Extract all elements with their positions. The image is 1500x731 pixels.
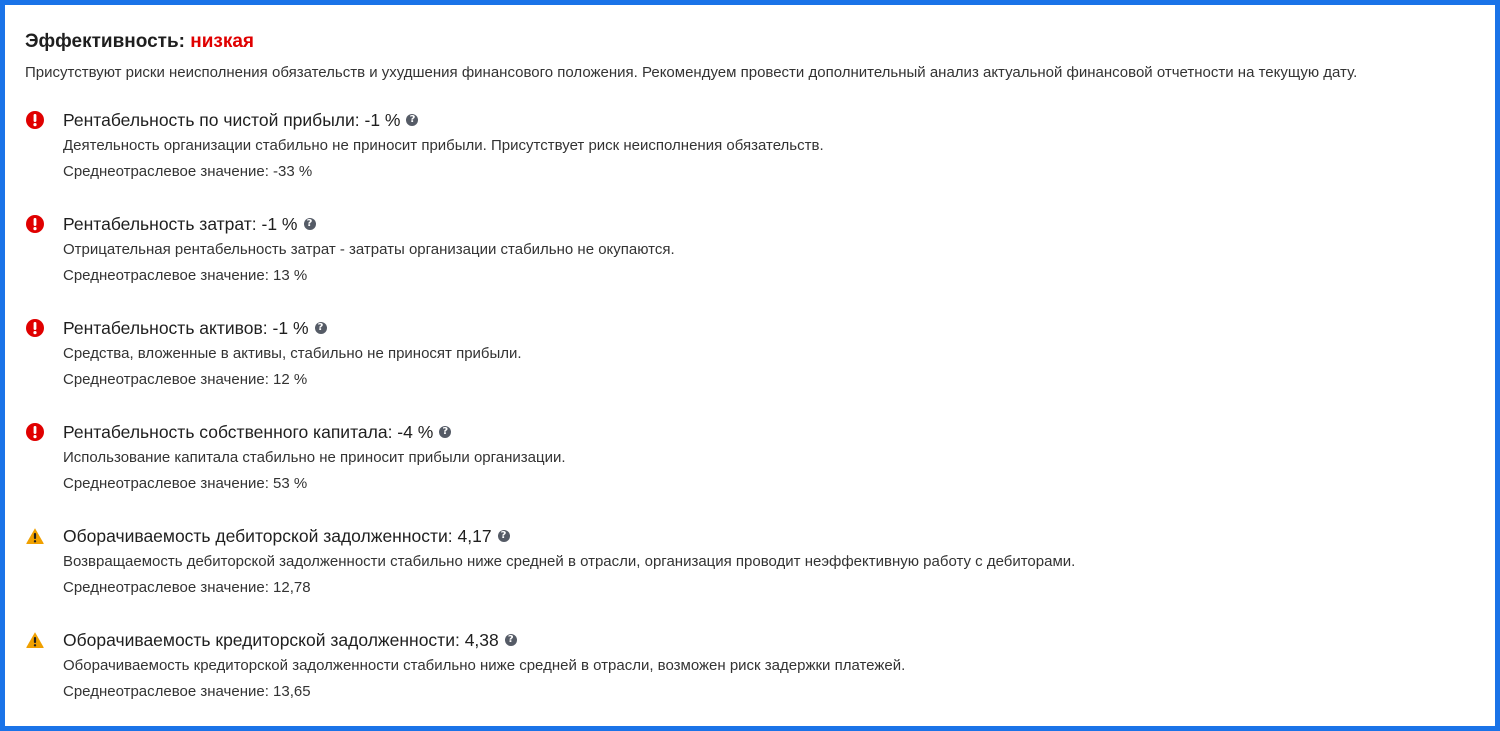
exclamation-circle-icon	[25, 422, 45, 442]
indicator-title: Рентабельность затрат: -1 %	[63, 214, 298, 234]
industry-average: Среднеотраслевое значение: -33 %	[63, 163, 313, 180]
efficiency-heading	[25, 27, 1477, 57]
warning-triangle-icon	[25, 526, 45, 546]
help-icon[interactable]: ?	[304, 218, 316, 230]
efficiency-label: Эффективность:	[25, 31, 191, 52]
industry-average: Среднеотраслевое значение: 13,65	[63, 683, 311, 700]
indicator-title: Рентабельность активов: -1 %	[63, 318, 309, 338]
indicator-description: Оборачиваемость кредиторской задолженности стабильно ниже средней в отрасли, возможен риск задержки платежей.	[63, 657, 906, 674]
exclamation-circle-icon	[25, 318, 45, 338]
efficiency-description: Присутствуют риски неисполнения обязательств и ухудшения финансового положения. Рекомендуем провести дополнительный анализ актуальной финансовой отчетности на текущую дату.	[25, 64, 1358, 81]
industry-average: Среднеотраслевое значение: 12 %	[63, 371, 308, 388]
indicator-description: Отрицательная рентабельность затрат - затраты организации стабильно не окупаются.	[63, 241, 675, 258]
indicator-item	[25, 107, 1477, 211]
industry-average: Среднеотраслевое значение: 13 %	[63, 267, 308, 284]
indicator-item	[25, 627, 1477, 731]
indicator-title: Рентабельность по чистой прибыли: -1 %	[63, 110, 401, 130]
indicator-title: Оборачиваемость кредиторской задолженности: 4,38	[63, 630, 499, 650]
indicator-title: Оборачиваемость дебиторской задолженности: 4,17	[63, 526, 492, 546]
efficiency-section	[25, 27, 1477, 731]
indicator-description: Деятельность организации стабильно не приносит прибыли. Присутствует риск неисполнения обязательств.	[63, 137, 824, 154]
indicator-item	[25, 419, 1477, 523]
efficiency-value: низкая	[190, 31, 255, 52]
indicator-list	[25, 107, 1477, 731]
help-icon[interactable]: ?	[498, 530, 510, 542]
industry-average: Среднеотраслевое значение: 12,78	[63, 579, 311, 596]
help-icon[interactable]: ?	[505, 634, 517, 646]
indicator-description: Средства, вложенные в активы, стабильно не приносят прибыли.	[63, 345, 522, 362]
indicator-description: Использование капитала стабильно не приносит прибыли организации.	[63, 449, 566, 466]
exclamation-circle-icon	[25, 214, 45, 234]
indicator-description: Возвращаемость дебиторской задолженности стабильно ниже средней в отрасли, организация проводит неэффективную работу с дебиторами.	[63, 553, 1076, 570]
help-icon[interactable]: ?	[406, 114, 418, 126]
warning-triangle-icon	[25, 630, 45, 650]
indicator-item	[25, 211, 1477, 315]
help-icon[interactable]: ?	[315, 322, 327, 334]
exclamation-circle-icon	[25, 110, 45, 130]
indicator-item	[25, 523, 1477, 627]
indicator-title: Рентабельность собственного капитала: -4 %	[63, 422, 434, 442]
indicator-item	[25, 315, 1477, 419]
help-icon[interactable]: ?	[439, 426, 451, 438]
industry-average: Среднеотраслевое значение: 53 %	[63, 475, 308, 492]
